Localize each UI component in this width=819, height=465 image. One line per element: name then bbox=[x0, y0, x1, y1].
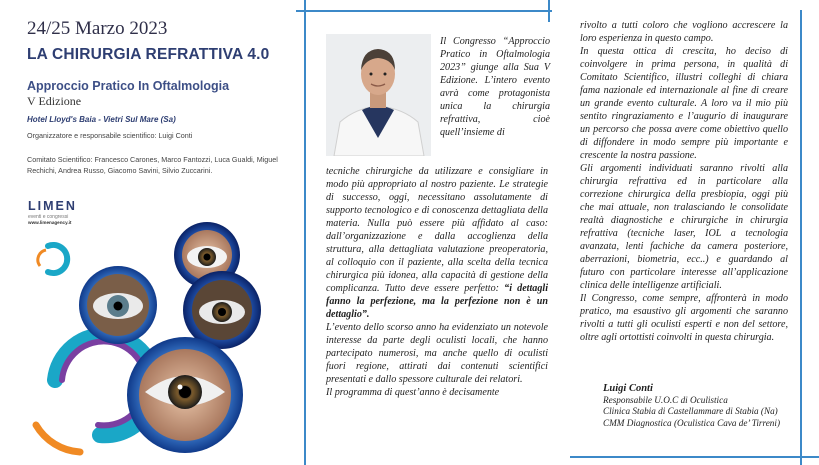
article-column-middle bbox=[326, 165, 548, 399]
event-venue: Hotel Lloyd's Baia - Vietri Sul Mare (Sa) bbox=[27, 115, 176, 124]
paragraph-congress: Il Congresso, come sempre, affronterà in modo pratico, ma esaustivo gli argomenti che saranno rivolti a tutti gli oculisti esperti e non del settore, oltre agli ortottisti coinvolti in questa chirurgia. bbox=[580, 293, 788, 343]
eye-circle-right bbox=[183, 271, 261, 349]
author-photo bbox=[326, 34, 431, 156]
limen-url[interactable]: www.limenagency.it bbox=[28, 220, 72, 225]
divider-horizontal-top bbox=[296, 10, 552, 12]
paragraph-topics: Gli argomenti individuati saranno rivolti alla chirurgia refrattiva ed in particolare alla correzione chirurgica della presbiopia, oggi più che mai attuale, non tralasciando le consolidate realtà diagnostiche e chirurgiche in chirurgia refrattiva (tecniche laser, IOL a tecnologia avanzata, lenti fachiche da camera posteriore, aberrazioni, biometria, ecc..) e guardando al futuro con particolare interesse all’applicazione clinica delle intelligenze artificiali. bbox=[580, 163, 788, 291]
paragraph-continuation: rivolto a tutti coloro che vogliono accrescere la loro esperienza in questo campo. bbox=[580, 20, 788, 44]
organizer-line: Organizzatore e responsabile scientifico: Luigi Conti bbox=[27, 131, 193, 140]
limen-logo: LIMEN bbox=[28, 199, 77, 213]
quote-perfection: “i dettagli fanno la perfezione, ma la perfezione non è un dettaglio”. bbox=[326, 283, 548, 320]
limen-tagline: eventi e congressi bbox=[28, 214, 69, 220]
scientific-committee: Comitato Scientifico: Francesco Carones, Marco Fantozzi, Luca Gualdi, Miguel Rechichi, Andrea Russo, Giacomo Savini, Silvio Zuccarini. bbox=[27, 155, 278, 175]
event-edition: V Edizione bbox=[27, 94, 82, 108]
signature-block bbox=[603, 383, 780, 429]
small-swirl-orange bbox=[38, 250, 46, 266]
divider-vertical-mid bbox=[548, 0, 550, 22]
eye-circle-bottom bbox=[127, 337, 243, 453]
event-info-panel bbox=[0, 0, 290, 465]
paragraph-program: Il programma di quest’anno è decisamente bbox=[326, 387, 500, 398]
signature-line-1: Responsabile U.O.C di Oculistica bbox=[603, 394, 728, 405]
signature-line-2: Clinica Stabia di Castellammare di Stabia (Na) bbox=[603, 406, 778, 416]
divider-vertical-left bbox=[304, 0, 306, 465]
eye-artwork bbox=[0, 220, 290, 465]
divider-horizontal-bottom bbox=[570, 456, 819, 458]
article-column-right bbox=[580, 19, 788, 344]
paragraph-strategy bbox=[326, 165, 548, 321]
event-title: LA CHIRURGIA REFRATTIVA 4.0 bbox=[27, 46, 270, 63]
paragraph-last-year: L’evento dello scorso anno ha evidenziato un notevole interesse da parte degli oculisti locali, che hanno partecipato numerosi, ma anche quello di oculisti fuori regione, attirati dai contenuti scientifici presentati e dallo spessore culturale dei relatori. bbox=[326, 322, 548, 385]
signature-line-3: CMM Diagnostica (Oculistica Cava de’ Tirreni) bbox=[603, 417, 781, 428]
swirl-orange bbox=[36, 425, 80, 452]
event-subtitle: Approccio Pratico In Oftalmologia bbox=[27, 79, 230, 93]
paragraph-growth: In questa ottica di crescita, ho deciso di coinvolgere in prima persona, in qualità di Comitato Scientifico, illustri colleghi di chiara fama nazionale ed internazionale al fine di creare un grande evento culturale. A loro va il mio più sentito ringraziamento e l’augurio di inaugurare un percorso che possa avere come obiettivo quello di diffondere in modo sempre più importante e crescente la nostra passione. bbox=[580, 46, 788, 161]
small-swirl bbox=[48, 245, 67, 273]
divider-vertical-right bbox=[800, 10, 802, 465]
event-date: 24/25 Marzo 2023 bbox=[27, 18, 168, 39]
signature-name: Luigi Conti bbox=[603, 383, 653, 394]
eye-circle-left bbox=[79, 266, 157, 344]
paragraph-strategy-text: tecniche chirurgiche da utilizzare e consigliare in modo più appropriato al nostro paziente. Le strategie di successo, oggi, necessitano assolutamente di supporto tecnologico e di conoscenza dettagliata della materia. Nulla può essere più affidato al caso: dall’organizzazione e dalla accoglienza della struttura, alla dettagliata valutazione preoperatoria, al colloquio con il paziente, alla scelta della tecnica chirurgica più idonea, alla capacità di gestione della complicanza. Tutto deve essere perfetto: bbox=[326, 166, 548, 294]
article-intro: Il Congresso “Approccio Pratico in Oftalmologia 2023” giunge alla Sua V Edizione. L’intero evento avrà come protagonista unica la chirurgia refrattiva, cioè quell’insieme di bbox=[440, 36, 550, 138]
